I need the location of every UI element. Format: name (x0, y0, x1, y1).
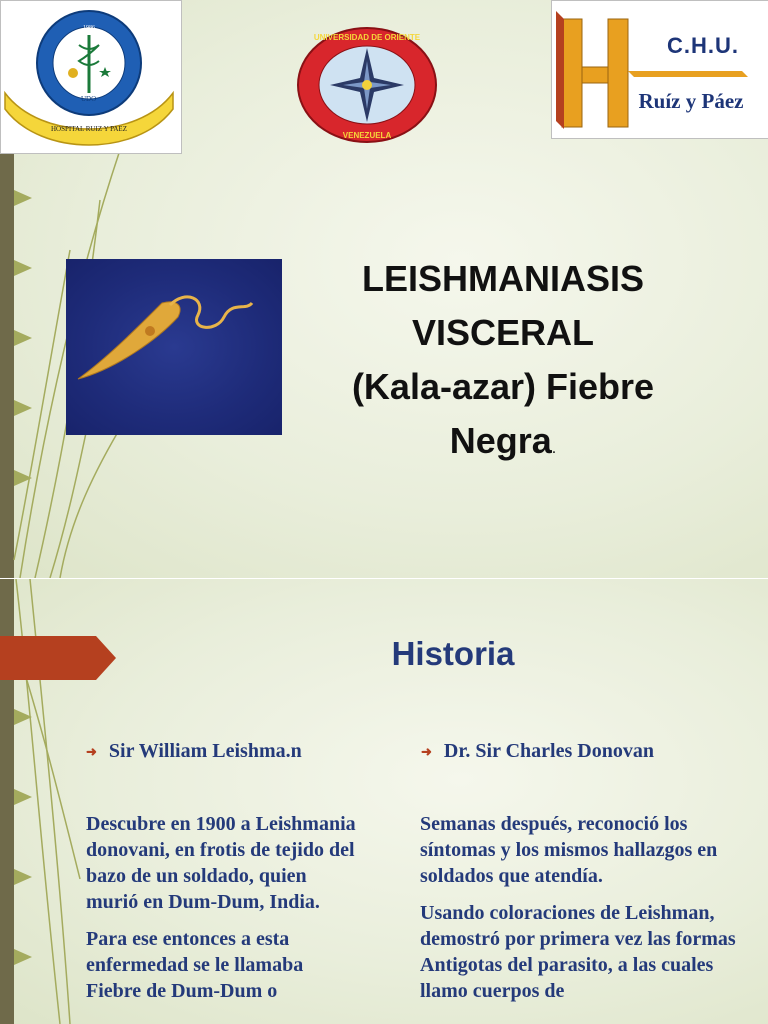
postgraduate-medicine-logo (0, 0, 182, 154)
parasite-micrograph (66, 259, 282, 435)
leishmania-parasite-image (66, 259, 282, 435)
title-line-2: VISCERAL (411, 312, 595, 353)
bullet-donovan (421, 740, 654, 763)
medicine-seal-icon (1, 1, 181, 153)
slide-historia (0, 579, 768, 1024)
logo-year-text: 1986 (83, 25, 95, 31)
arrow-tab-icon (0, 636, 118, 680)
bullet-leishman (86, 740, 302, 763)
title-line-3: (Kala-azar) Fiebre (351, 366, 655, 407)
universidad-de-oriente-logo (296, 26, 438, 144)
logo-university-text: UNIVERSIDAD DE ORIENTE (313, 33, 421, 42)
logo-chu-text: C.H.U. (667, 33, 739, 58)
compass-seal-icon (296, 26, 438, 144)
bullet-arrow-icon: ➜ (421, 743, 432, 759)
title-line-1: LEISHMANIASIS (361, 258, 645, 299)
historia-heading: Historia (391, 635, 515, 672)
h-logo-icon (552, 1, 768, 138)
title-line-4: Negra (449, 420, 552, 461)
paragraph: Semanas después, reconoció los síntomas y los mismos hallazgos en soldados que atendía. (420, 813, 718, 887)
title-suffix: . (551, 440, 557, 457)
paragraph: Usando coloraciones de Leishman, demostró por primera vez las formas Antigotas del parasito, a las cuales llamo cuerpos de (420, 902, 736, 1002)
logo-udo-text: UDO (81, 95, 97, 103)
bullet-arrow-icon: ➜ (86, 743, 97, 759)
slide-title-heading (300, 252, 706, 476)
paragraph: Descubre en 1900 a Leishmania donovani, en frotis de tejido del bazo de un soldado, quien murió en Dum-Dum, India. (86, 813, 356, 913)
donovan-description (420, 811, 750, 1015)
logo-venezuela-text: VENEZUELA (342, 131, 392, 140)
logo-ribbon-text: HOSPITAL RUIZ Y PAEZ (51, 125, 127, 133)
bullet-leishman-text: Sir William Leishma.n (108, 740, 302, 762)
bullet-donovan-text: Dr. Sir Charles Donovan (443, 740, 654, 762)
chu-ruiz-paez-logo (551, 0, 768, 139)
leishman-description (86, 811, 361, 1015)
logo-ruiz-paez-text: Ruíz y Páez (638, 89, 744, 113)
paragraph: Para ese entonces a esta enfermedad se le llamaba Fiebre de Dum-Dum o (86, 928, 304, 1002)
